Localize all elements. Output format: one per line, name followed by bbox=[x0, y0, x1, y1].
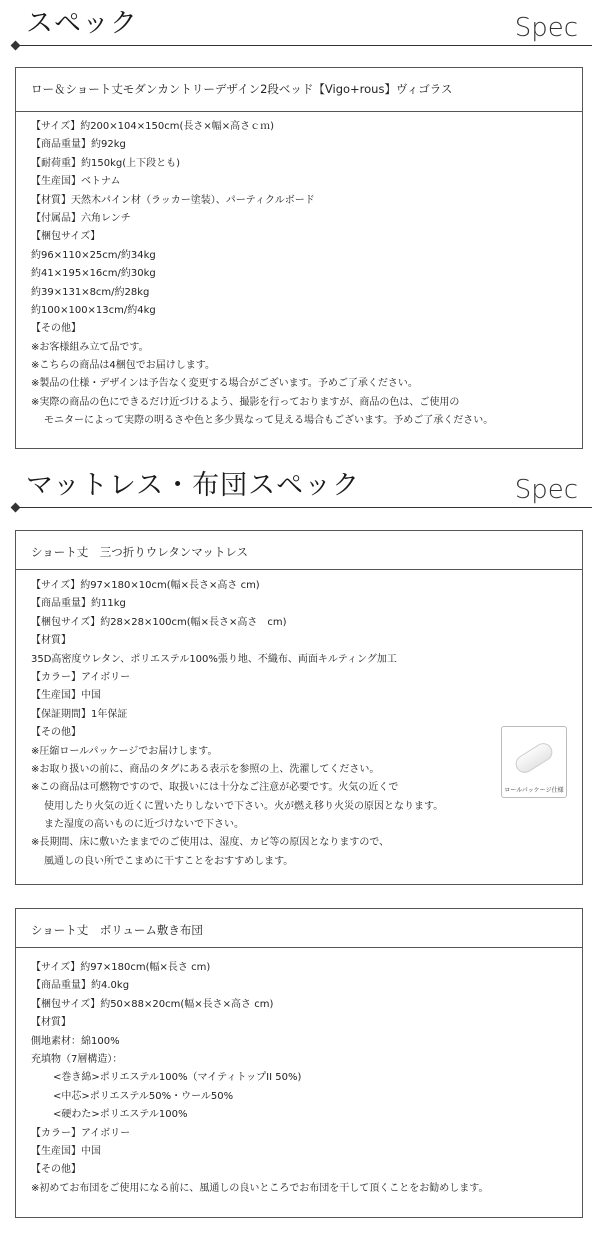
spec-line: 【生産国】中国 bbox=[31, 1145, 101, 1157]
spec-line: 約39×131×8cm/約28kg bbox=[31, 286, 150, 298]
spec-line: 【生産国】ベトナム bbox=[31, 176, 121, 188]
rolled-mattress-icon bbox=[512, 740, 555, 776]
spec-line: ※圧縮ロールパッケージでお届けします。 bbox=[31, 745, 218, 757]
spec-line: 【生産国】中国 bbox=[31, 690, 101, 702]
spec-line: 【カラー】アイボリー bbox=[31, 671, 131, 683]
bed-spec-box bbox=[15, 67, 583, 449]
spec-line: 【商品重量】約11kg bbox=[31, 598, 126, 610]
spec-line: 【その他】 bbox=[31, 1164, 81, 1176]
spec-line: ※こちらの商品は4梱包でお届けします。 bbox=[31, 360, 215, 372]
spec-line: 【耐荷重】約150kg(上下段とも) bbox=[31, 157, 181, 169]
box-divider bbox=[16, 569, 582, 570]
spec-line: 【材質】 bbox=[31, 1017, 71, 1029]
bed-spec-title: ロー＆ショート丈モダンカントリーデザイン2段ベッド【Vigo+rous】ヴィゴラス bbox=[31, 82, 453, 96]
mattress-spec-title: ショート丈 三つ折りウレタンマットレス bbox=[31, 545, 249, 559]
section-header-spec bbox=[14, 6, 592, 42]
spec-line: ※実際の商品の色にできるだけ近づけるよう、撮影を行っておりますが、商品の色は、ご使用の bbox=[31, 396, 460, 408]
spec-line: 【商品重量】約4.0kg bbox=[31, 980, 130, 992]
futon-spec-title: ショート丈 ボリューム敷き布団 bbox=[31, 923, 203, 937]
spec-line: 35D高密度ウレタン、ポリエステル100%張り地、不織布、両面キルティング加工 bbox=[31, 653, 397, 665]
section-spec-label: Spec bbox=[514, 13, 578, 43]
section-header-mattress-futon bbox=[14, 468, 592, 504]
spec-line: 【材質】天然木パイン材（ラッカー塗装）、パーティクルボード bbox=[31, 194, 315, 206]
spec-line: 【梱包サイズ】 bbox=[31, 231, 101, 243]
futon-spec-box bbox=[15, 908, 583, 1218]
section-title: マットレス・布団スペック bbox=[26, 470, 361, 501]
spec-line: ※お客様組み立て品です。 bbox=[31, 341, 149, 353]
spec-line: ※この商品は可燃物ですので、取扱いには十分なご注意が必要です。火気の近くで bbox=[31, 782, 399, 794]
spec-line: ※製品の仕様・デザインは予告なく変更する場合がございます。予めご了承ください。 bbox=[31, 378, 418, 390]
spec-line: <硬わた>ポリエステル100% bbox=[53, 1109, 188, 1121]
spec-line: 【サイズ】約200×104×150cm(長さ×幅×高さｃｍ) bbox=[31, 121, 275, 132]
spec-line: 約41×195×16cm/約30kg bbox=[31, 268, 156, 280]
spec-line: 【梱包サイズ】約50×88×20cm(幅×長さ×高さ cm) bbox=[31, 998, 274, 1010]
spec-line: ※お取り扱いの前に、商品のタグにある表示を参照の上、洗濯してください。 bbox=[31, 763, 380, 775]
futon-spec-lines bbox=[31, 959, 488, 1198]
spec-line: 【付属品】六角レンチ bbox=[31, 212, 131, 224]
spec-line: また湿度の高いものに近づけないで下さい。 bbox=[44, 819, 244, 831]
spec-line: 【材質】 bbox=[31, 635, 71, 647]
spec-line: 側地素材：綿100% bbox=[31, 1035, 120, 1047]
spec-line: ※初めてお布団をご使用になる前に、風通しの良いところでお布団を干して頂くことをお勧めします。 bbox=[31, 1182, 489, 1194]
spec-line: 使用したり火気の近くに置いたりしないで下さい。火が燃え移り火災の原因となります。 bbox=[44, 800, 444, 812]
spec-line: 充填物（7層構造）： bbox=[31, 1053, 123, 1065]
spec-line: 【サイズ】約97×180×10cm(幅×長さ×高さ cm) bbox=[31, 580, 260, 591]
spec-line: 【その他】 bbox=[31, 727, 81, 739]
spec-line: 約100×100×13cm/約4kg bbox=[31, 304, 156, 316]
section-title: スペック bbox=[26, 8, 138, 39]
section-divider bbox=[14, 45, 592, 46]
spec-line: 【保証期間】1年保証 bbox=[31, 708, 128, 720]
spec-line: 【梱包サイズ】約28×28×100cm(幅×長さ×高さ cm) bbox=[31, 616, 287, 628]
bed-spec-lines bbox=[31, 118, 493, 431]
box-divider bbox=[16, 111, 582, 112]
package-label: ロールパッケージ仕様 bbox=[504, 787, 564, 794]
section-divider bbox=[14, 507, 592, 508]
spec-line: 【その他】 bbox=[31, 323, 81, 335]
spec-line: 約96×110×25cm/約34kg bbox=[31, 249, 156, 261]
spec-line: 【商品重量】約92kg bbox=[31, 139, 126, 151]
spec-line: モニターによって実際の明るさや色と多少異なって見える場合もございます。予めご了承ください。 bbox=[44, 415, 494, 427]
roll-package-image bbox=[501, 726, 567, 798]
spec-line: 風通しの良い所でこまめに干すことをおすすめします。 bbox=[44, 855, 294, 867]
spec-line: <巻き綿>ポリエステル100%（マイティトップII 50%) bbox=[53, 1072, 302, 1084]
spec-line: <中芯>ポリエステル50%・ウール50% bbox=[53, 1090, 234, 1102]
section-spec-label: Spec bbox=[514, 475, 578, 505]
spec-line: ※長期間、床に敷いたままでのご使用は、湿度、カビ等の原因となりますので、 bbox=[31, 837, 390, 849]
mattress-spec-box bbox=[15, 530, 583, 885]
spec-line: 【サイズ】約97×180cm(幅×長さ cm) bbox=[31, 962, 211, 973]
box-divider bbox=[16, 947, 582, 948]
mattress-spec-lines bbox=[31, 577, 443, 871]
spec-line: 【カラー】アイボリー bbox=[31, 1127, 131, 1139]
